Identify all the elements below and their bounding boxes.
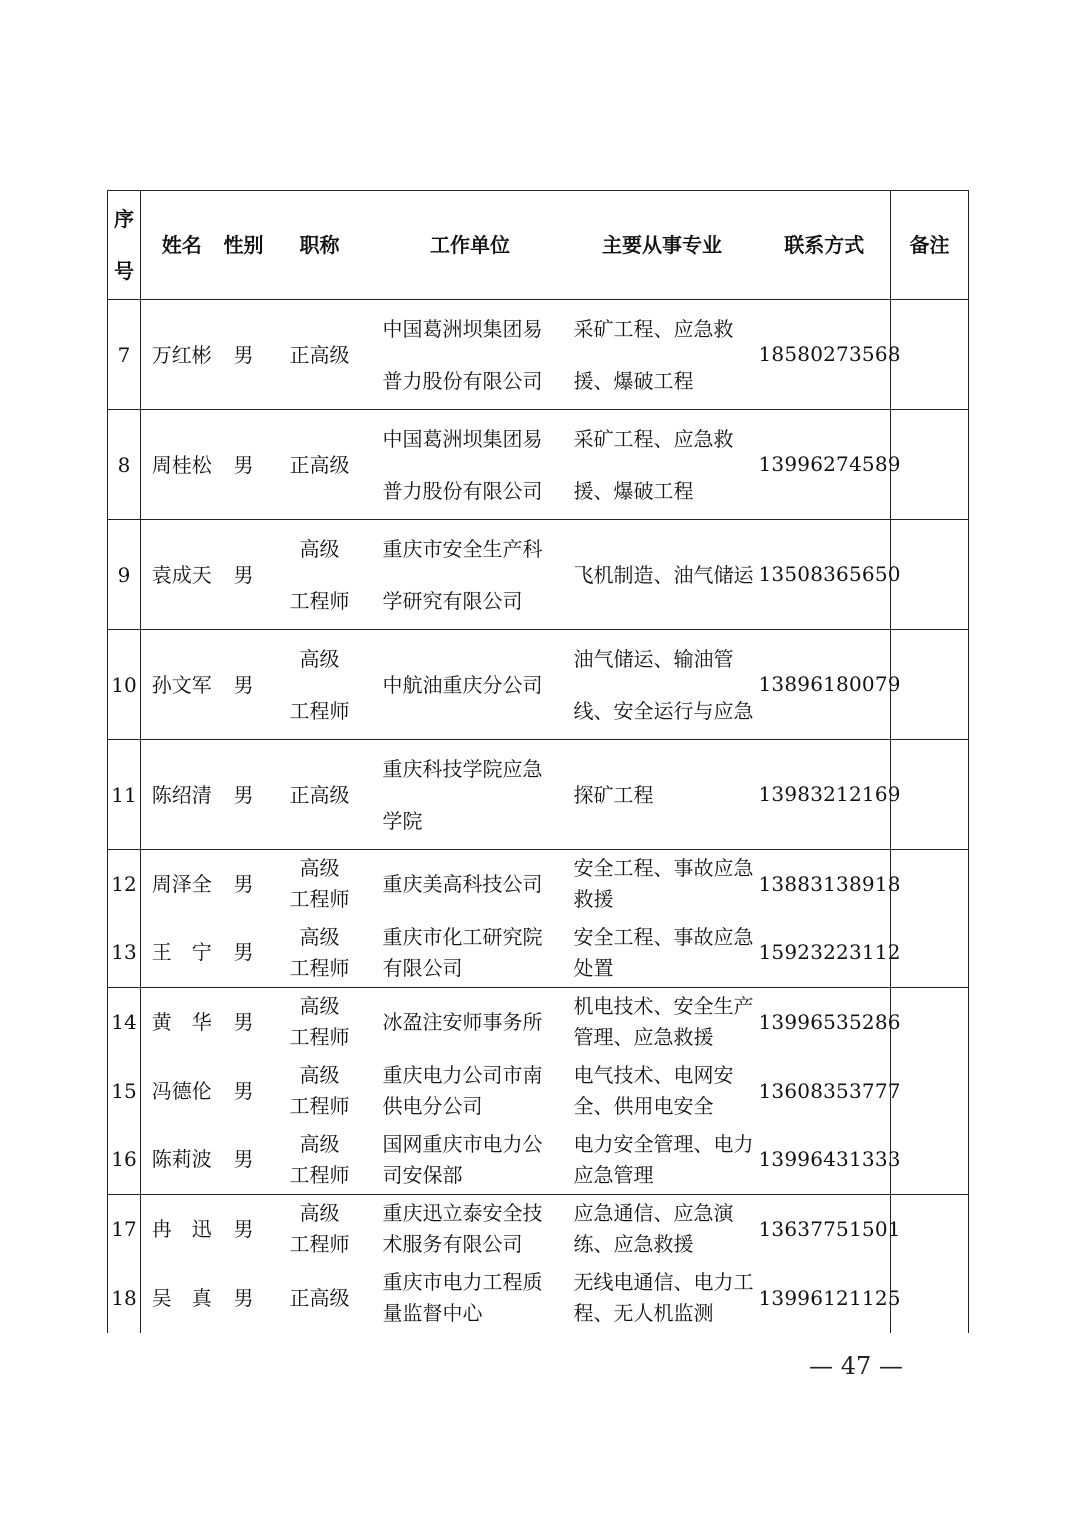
row-title xyxy=(265,988,375,1057)
row-specialty-line: 电力安全管理、电力 xyxy=(573,1131,754,1156)
row-specialty xyxy=(566,410,759,520)
row-unit-line: 量监督中心 xyxy=(382,1301,483,1325)
row-unit-line: 重庆科技学院应急 xyxy=(382,756,543,781)
row-unit-line: 重庆市安全生产科 xyxy=(382,536,543,561)
row-title xyxy=(265,1126,375,1195)
row-gender: 男 xyxy=(233,1147,254,1172)
row-unit xyxy=(375,300,566,410)
row-contact: 13996274589 xyxy=(759,410,891,520)
row-seq: 7 xyxy=(108,300,141,410)
row-name: 陈莉波 xyxy=(141,1126,223,1195)
row-specialty xyxy=(566,988,759,1057)
row-specialty xyxy=(566,1126,759,1195)
row-title-line: 工程师 xyxy=(289,698,350,723)
row-note xyxy=(891,1126,969,1195)
row-name: 陈绍清 xyxy=(141,740,223,850)
row-unit-line: 中国葛洲坝集团易 xyxy=(382,426,543,451)
row-title-line: 高级 xyxy=(299,1131,340,1156)
row-note xyxy=(891,1195,969,1264)
table-row xyxy=(108,1195,969,1264)
row-contact: 13996431333 xyxy=(758,1147,901,1172)
row-seq: 14 xyxy=(108,988,141,1057)
row-unit-line: 中国葛洲坝集团易 xyxy=(382,316,543,341)
row-seq: 11 xyxy=(108,740,141,850)
row-gender: 男 xyxy=(223,1195,265,1264)
row-title xyxy=(265,1264,375,1333)
row-specialty xyxy=(566,1195,759,1264)
table-row xyxy=(108,520,969,630)
row-specialty-line: 援、爆破工程 xyxy=(573,368,694,393)
header-note: 备注 xyxy=(891,191,969,300)
row-specialty-line: 油气储运、输油管 xyxy=(573,646,734,671)
row-specialty-line: 程、无人机监测 xyxy=(573,1301,714,1325)
row-specialty-line: 处置 xyxy=(573,955,614,980)
row-contact: 13508365650 xyxy=(759,520,891,630)
row-title-line: 工程师 xyxy=(289,588,350,613)
row-seq: 10 xyxy=(108,630,141,740)
row-gender: 男 xyxy=(223,740,265,850)
row-unit-line: 中航油重庆分公司 xyxy=(382,672,543,697)
row-title xyxy=(265,919,375,988)
row-title-line: 工程师 xyxy=(289,887,350,912)
row-title-line: 高级 xyxy=(299,1063,340,1087)
row-title xyxy=(265,1195,375,1264)
row-title-line: 工程师 xyxy=(289,955,350,980)
row-gender: 男 xyxy=(223,850,265,919)
row-seq: 8 xyxy=(108,410,141,520)
header-seq: 序 号 xyxy=(108,191,141,300)
row-name: 冯德伦 xyxy=(141,1057,223,1126)
row-contact: 13608353777 xyxy=(758,1078,901,1103)
row-gender: 男 xyxy=(223,300,265,410)
row-specialty xyxy=(566,919,759,988)
row-specialty xyxy=(566,740,759,850)
row-name: 黄 华 xyxy=(141,988,223,1057)
row-unit xyxy=(375,919,566,988)
row-specialty-line: 安全工程、事故应急 xyxy=(573,856,754,881)
row-specialty-line: 应急通信、应急演 xyxy=(573,1201,734,1226)
row-specialty-line: 机电技术、安全生产 xyxy=(573,994,754,1019)
row-specialty xyxy=(566,520,759,630)
row-unit-line: 供电分公司 xyxy=(382,1094,483,1118)
row-gender: 男 xyxy=(233,1285,254,1310)
header-contact: 联系方式 xyxy=(759,191,891,300)
row-unit xyxy=(375,1057,566,1126)
row-unit-line: 重庆电力公司市南 xyxy=(382,1063,543,1087)
row-seq: 13 xyxy=(108,919,141,988)
header-name: 姓名 xyxy=(141,191,223,300)
row-specialty-line: 探矿工程 xyxy=(573,782,654,807)
row-unit xyxy=(375,630,566,740)
row-specialty-line: 援、爆破工程 xyxy=(573,478,694,503)
row-unit-line: 重庆迅立泰安全技 xyxy=(382,1201,543,1226)
row-title-line: 正高级 xyxy=(289,1285,350,1310)
header-unit: 工作单位 xyxy=(375,191,566,300)
row-title-line: 工程师 xyxy=(289,1094,350,1118)
row-specialty-line: 无线电通信、电力工 xyxy=(573,1270,754,1294)
page-number: — 47 — xyxy=(809,1352,903,1380)
row-contact: 13896180079 xyxy=(759,630,891,740)
header-title: 职称 xyxy=(265,191,375,300)
row-contact: 15923223112 xyxy=(758,940,901,965)
row-contact: 13996121125 xyxy=(758,1285,901,1310)
row-specialty xyxy=(566,850,759,919)
row-unit-line: 普力股份有限公司 xyxy=(382,478,543,503)
table-row xyxy=(108,850,969,919)
row-note xyxy=(891,520,969,630)
row-seq: 16 xyxy=(108,1126,141,1195)
table-header-row xyxy=(108,191,969,300)
row-specialty-line: 全、供用电安全 xyxy=(573,1094,714,1118)
row-unit xyxy=(375,850,566,919)
row-title-line: 正高级 xyxy=(289,782,350,807)
row-gender: 男 xyxy=(223,630,265,740)
row-specialty xyxy=(566,630,759,740)
row-unit-line: 司安保部 xyxy=(382,1162,463,1187)
row-contact: 13996535286 xyxy=(759,988,891,1057)
row-gender: 男 xyxy=(223,520,265,630)
row-title-line: 高级 xyxy=(299,646,340,671)
row-name: 袁成天 xyxy=(141,520,223,630)
row-specialty-line: 应急管理 xyxy=(573,1162,654,1187)
row-gender: 男 xyxy=(233,940,254,965)
row-specialty-line: 管理、应急救援 xyxy=(573,1025,714,1050)
row-unit-line: 国网重庆市电力公 xyxy=(382,1131,543,1156)
row-seq: 12 xyxy=(108,850,141,919)
row-unit xyxy=(375,1126,566,1195)
row-unit-line: 重庆市化工研究院 xyxy=(382,924,543,949)
row-title-line: 高级 xyxy=(299,924,340,949)
row-name: 万红彬 xyxy=(141,300,223,410)
row-title-line: 正高级 xyxy=(289,342,350,367)
row-name: 冉 迅 xyxy=(141,1195,223,1264)
row-title-line: 高级 xyxy=(299,536,340,561)
row-contact: 13883138918 xyxy=(759,850,891,919)
row-title-line: 正高级 xyxy=(289,452,350,477)
row-specialty xyxy=(566,1264,759,1333)
row-name: 孙文军 xyxy=(141,630,223,740)
row-unit xyxy=(375,1195,566,1264)
row-unit xyxy=(375,410,566,520)
row-specialty-line: 安全工程、事故应急 xyxy=(573,924,754,949)
row-unit xyxy=(375,740,566,850)
row-gender: 男 xyxy=(233,1078,254,1103)
row-title xyxy=(265,520,375,630)
row-title xyxy=(265,410,375,520)
row-gender: 男 xyxy=(223,988,265,1057)
table-row xyxy=(108,1057,969,1126)
row-note xyxy=(891,300,969,410)
row-note xyxy=(891,919,969,988)
table-row xyxy=(108,919,969,988)
table-row xyxy=(108,1126,969,1195)
row-specialty-line: 飞机制造、油气储运 xyxy=(573,562,754,587)
row-title xyxy=(265,300,375,410)
row-unit-line: 冰盈注安师事务所 xyxy=(382,1009,543,1034)
row-gender: 男 xyxy=(223,410,265,520)
row-contact: 13637751501 xyxy=(759,1195,891,1264)
row-title-line: 工程师 xyxy=(289,1025,350,1050)
row-title xyxy=(265,1057,375,1126)
row-seq: 9 xyxy=(108,520,141,630)
row-note xyxy=(891,630,969,740)
row-specialty-line: 采矿工程、应急救 xyxy=(573,316,734,341)
row-unit-line: 学院 xyxy=(382,808,423,833)
table-row xyxy=(108,630,969,740)
table-row xyxy=(108,740,969,850)
row-specialty-line: 电气技术、电网安 xyxy=(573,1063,734,1087)
row-specialty-line: 线、安全运行与应急 xyxy=(573,698,754,723)
row-specialty-line: 采矿工程、应急救 xyxy=(573,426,734,451)
header-gender: 性别 xyxy=(223,191,265,300)
row-name: 吴 真 xyxy=(141,1264,223,1333)
row-unit-line: 有限公司 xyxy=(382,955,463,980)
row-title-line: 高级 xyxy=(299,1201,340,1226)
row-specialty-line: 救援 xyxy=(573,887,614,912)
row-unit-line: 普力股份有限公司 xyxy=(382,368,543,393)
row-specialty xyxy=(566,300,759,410)
table-row xyxy=(108,988,969,1057)
row-specialty xyxy=(566,1057,759,1126)
table-row xyxy=(108,300,969,410)
row-unit xyxy=(375,520,566,630)
row-title-line: 高级 xyxy=(299,994,340,1019)
row-note xyxy=(891,1264,969,1333)
row-unit-line: 重庆市电力工程质 xyxy=(382,1270,543,1294)
row-seq: 15 xyxy=(108,1057,141,1126)
row-name: 周泽全 xyxy=(141,850,223,919)
row-note xyxy=(891,988,969,1057)
row-note xyxy=(891,410,969,520)
row-unit xyxy=(375,988,566,1057)
row-unit-line: 术服务有限公司 xyxy=(382,1232,523,1257)
row-unit-line: 学研究有限公司 xyxy=(382,588,523,613)
row-specialty-line: 练、应急救援 xyxy=(573,1232,694,1257)
row-seq: 18 xyxy=(108,1264,141,1333)
row-note xyxy=(891,1057,969,1126)
row-unit xyxy=(375,1264,566,1333)
row-unit-line: 重庆美高科技公司 xyxy=(382,871,543,896)
expert-roster-table xyxy=(107,190,969,1333)
table-row xyxy=(108,1264,969,1333)
row-title xyxy=(265,630,375,740)
row-title-line: 工程师 xyxy=(289,1162,350,1187)
row-note xyxy=(891,850,969,919)
row-name: 王 宁 xyxy=(141,919,223,988)
row-note xyxy=(891,740,969,850)
row-title xyxy=(265,740,375,850)
row-name: 周桂松 xyxy=(141,410,223,520)
row-title-line: 工程师 xyxy=(289,1232,350,1257)
row-contact: 13983212169 xyxy=(759,740,891,850)
row-contact: 18580273568 xyxy=(759,300,891,410)
row-seq: 17 xyxy=(108,1195,141,1264)
row-title-line: 高级 xyxy=(299,856,340,881)
header-specialty: 主要从事专业 xyxy=(566,191,759,300)
row-title xyxy=(265,850,375,919)
table-row xyxy=(108,410,969,520)
